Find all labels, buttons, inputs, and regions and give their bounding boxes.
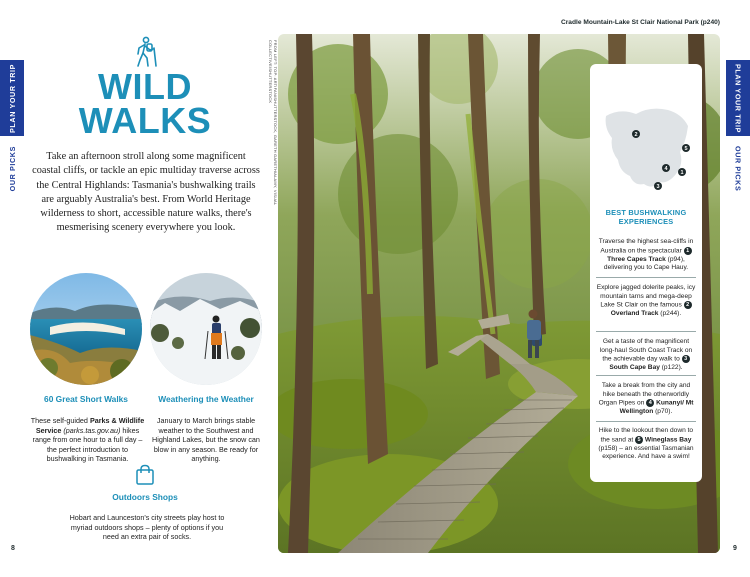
intro-paragraph: Take an afternoon stroll along some magnificent coastal cliffs, or tackle an epic multiday traverse across the Central Highlands: Tasmania's bushwalking trails are arguably Australia's best. From World Heritage wilderness to short, accessible nature walks, there's mesmerising scenery everywhere you look. (32, 151, 260, 234)
our-picks-label: OUR PICKS (7, 146, 17, 192)
number-badge: 4 (646, 399, 654, 407)
item-text: (p94), delivering you to Cape Hauy. (603, 255, 689, 272)
item-name: Overland Track (610, 310, 659, 318)
short-walks-text-part: These self-guided (30, 416, 90, 425)
item-text: Traverse the highest sea-cliffs in Australia on the spectacular (598, 238, 694, 255)
number-badge: 2 (684, 301, 692, 309)
weather-text: January to March brings stable weather to the Southwest and Highland Lakes, but the snow can blow in any season. Be ready for anything. (152, 416, 260, 463)
page-number-right: 9 (733, 545, 737, 552)
outdoors-shops-heading: Outdoors Shops (112, 492, 178, 502)
item-name: Three Capes Track (607, 255, 666, 263)
panel-divider (596, 375, 696, 376)
bushwalk-item-overland (596, 284, 696, 319)
item-text: Explore jagged dolerite peaks, icy mountain tarns and mega-deep Lake St Clair on the famous (596, 284, 696, 309)
map-marker-3: 3 (656, 184, 660, 190)
number-badge: 1 (684, 247, 692, 255)
plan-your-trip-label: PLAN YOUR TRIP (733, 63, 743, 133)
item-text: (p158) – an essential Tasmanian experience. And have a swim! (598, 444, 694, 461)
photo-credit: FROM LEFT: TOP: ARTIFAN/SHUTTERSTOCK, GARETH GARETH/ALAMY, VISUAL COLLECTIVE/SHUTTERSTOCK (268, 40, 278, 206)
item-text: Take a break from the city and hike beneath the otherworldly Organ Pipes on (598, 382, 691, 407)
our-picks-tab (0, 136, 24, 202)
map-marker-4: 4 (664, 166, 668, 172)
plan-your-trip-tab (0, 60, 24, 136)
outdoors-shops-text: Hobart and Launceston's city streets play host to myriad outdoors shops – plenty of options if you need an extra pair of socks. (69, 513, 225, 541)
short-walks-heading: 60 Great Short Walks (44, 394, 128, 404)
short-walks-text-part: hikes range from one hour to a full day – the perfect introduction to bushwalking in Tasmania. (32, 425, 143, 463)
parks-wildlife-service-label: Parks & Wildlife Service (35, 416, 145, 435)
item-text: Hike to the lookout then down to the sand at (598, 427, 694, 444)
item-name: Kunanyi/ Mt Wellington (619, 399, 694, 416)
map-marker-5: 5 (684, 146, 688, 152)
bushwalk-item-kunanyi (596, 382, 696, 417)
shopping-bag-icon (135, 464, 155, 486)
item-text: (p244). (658, 310, 682, 318)
plan-your-trip-label: PLAN YOUR TRIP (7, 63, 17, 133)
tasmania-map (598, 98, 694, 198)
our-picks-label: OUR PICKS (733, 146, 743, 192)
coastal-walk-photo (30, 273, 142, 385)
number-badge: 3 (682, 355, 690, 363)
short-walks-text (30, 416, 145, 464)
right-section-tab (726, 60, 750, 202)
panel-heading (594, 208, 698, 226)
panel-divider (596, 421, 696, 422)
snow-hiker-photo (150, 273, 262, 385)
panel-heading-line: BEST BUSHWALKING (605, 208, 687, 217)
number-badge: 5 (635, 436, 643, 444)
map-marker-2: 2 (634, 132, 638, 138)
hiker-icon (130, 36, 160, 68)
bushwalk-item-south-cape (596, 338, 696, 373)
parks-website: (parks.tas.gov.au) (61, 425, 121, 435)
item-text: (p70). (653, 408, 673, 416)
panel-divider (596, 331, 696, 332)
weather-heading: Weathering the Weather (158, 394, 254, 404)
plan-your-trip-tab (726, 60, 750, 136)
panel-heading-line: EXPERIENCES (618, 217, 674, 226)
bushwalk-item-wineglass-bay (596, 427, 696, 462)
item-name: South Cape Bay (609, 364, 660, 372)
bushwalk-item-three-capes (596, 238, 696, 273)
item-text: (p122). (659, 364, 683, 372)
left-section-tab (0, 60, 24, 202)
title-line-walks: WALKS (78, 100, 212, 141)
item-name: Wineglass Bay (644, 436, 692, 444)
page-title (40, 66, 250, 141)
item-text: Get a taste of the magnificent long-haul South Coast Track on the achievable day walk to (599, 338, 693, 363)
map-marker-1: 1 (680, 170, 684, 176)
panel-divider (596, 277, 696, 278)
our-picks-tab (726, 136, 750, 202)
photo-caption: Cradle Mountain-Lake St Clair National Park (p240) (560, 19, 720, 26)
title-line-wild: WILD (98, 66, 192, 107)
page-number-left: 8 (11, 545, 15, 552)
